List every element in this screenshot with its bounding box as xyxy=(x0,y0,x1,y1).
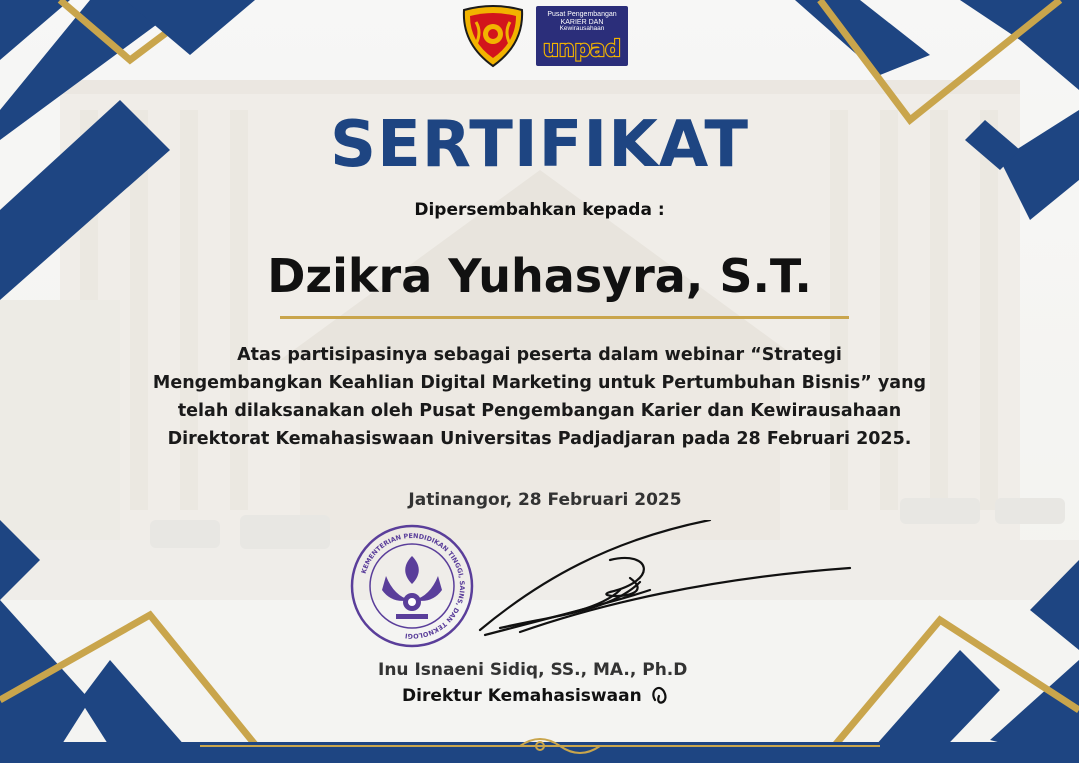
unpad-wordmark xyxy=(540,34,624,62)
certificate-title: SERTIFIKAT xyxy=(329,108,750,182)
body-line: Atas partisipasinya sebagai peserta dalam webinar “Strategi xyxy=(237,345,842,365)
body-line: Mengembangkan Keahlian Digital Marketing untuk Pertumbuhan Bisnis” yang xyxy=(152,373,927,393)
logo-text-line1: Pusat Pengembangan xyxy=(547,11,617,18)
place-date: Jatinangor, 28 Februari 2025 xyxy=(408,490,682,510)
body-line: telah dilaksanakan oleh Pusat Pengembangan Karier dan Kewirausahaan xyxy=(177,401,902,421)
unpad-seal-logo xyxy=(460,4,526,68)
logo-text-line3: Kewirausahaan xyxy=(559,25,605,32)
logo-text-line2: KARIER DAN xyxy=(560,19,604,26)
name-underline xyxy=(280,316,849,319)
signer-name: Inu Isnaeni Sidiq, SS., MA., Ph.D xyxy=(378,660,688,680)
recipient-name: Dzikra Yuhasyra, S.T. xyxy=(267,249,812,303)
university-stamp xyxy=(346,522,478,650)
logo-row xyxy=(460,4,628,68)
signer-title: Direktur Kemahasiswaan xyxy=(402,686,642,706)
svg-text:unpad: unpad xyxy=(543,37,621,62)
career-center-logo xyxy=(536,6,628,66)
svg-text:KEMENTERIAN PENDIDIKAN TINGGI,: KEMENTERIAN PENDIDIKAN TINGGI, SAINS, DAN TEKNOLOGI xyxy=(359,531,467,641)
presented-to-label: Dipersembahkan kepada : xyxy=(414,200,665,220)
certificate-body xyxy=(110,341,969,453)
body-line: Direktorat Kemahasiswaan Universitas Padjadjaran pada 28 Februari 2025. xyxy=(167,429,912,449)
